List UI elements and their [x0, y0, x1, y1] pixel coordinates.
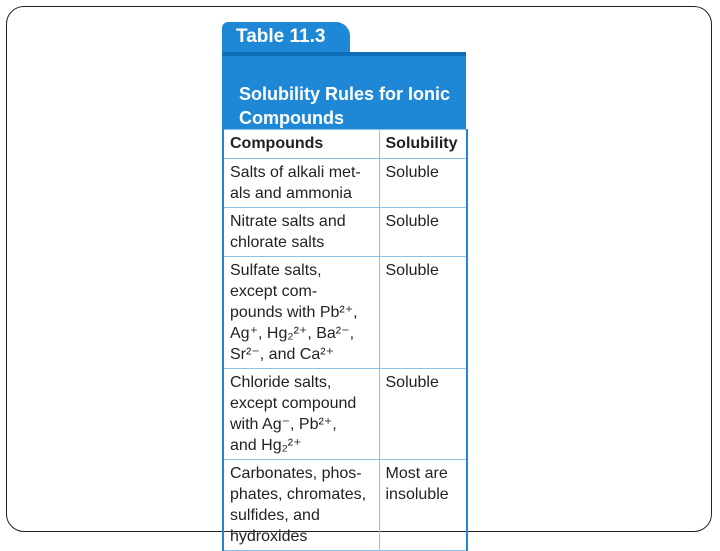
- compound-text: except compound: [230, 395, 357, 412]
- compound-text: Salts of alkali met-: [230, 164, 361, 181]
- solubility-cell: [379, 460, 467, 551]
- column-header-compounds: Compounds: [223, 130, 379, 159]
- table-row: [223, 257, 467, 369]
- solubility-cell: [379, 369, 467, 460]
- compound-text: als and ammonia: [230, 185, 352, 202]
- solubility-rules-table: [222, 129, 468, 551]
- solubility-text: insoluble: [385, 486, 449, 503]
- compound-text: Ag⁺, Hg₂²⁺, Ba²⁻,: [230, 325, 355, 342]
- table-row: [223, 208, 467, 257]
- compound-text: Sulfate salts,: [230, 262, 322, 279]
- solubility-cell: [379, 208, 467, 257]
- compound-text: Sr²⁻, and Ca²⁺: [230, 346, 335, 363]
- column-header-solubility: Solubility: [379, 130, 467, 159]
- table-row: [223, 159, 467, 208]
- table-title-line-1: Solubility Rules for Ionic: [239, 84, 451, 104]
- solubility-cell: [379, 159, 467, 208]
- compound-text: and Hg₂²⁺: [230, 437, 302, 454]
- solubility-text: Soluble: [385, 374, 439, 391]
- solubility-text: Most are: [385, 465, 448, 482]
- compound-cell: [223, 208, 379, 257]
- compound-text: phates, chromates,: [230, 486, 367, 503]
- compound-text: pounds with Pb²⁺,: [230, 304, 358, 321]
- compound-text: hydroxides: [230, 528, 308, 545]
- compound-cell: [223, 369, 379, 460]
- compound-text: with Ag⁻, Pb²⁺,: [230, 416, 337, 433]
- solubility-table-card: [222, 22, 466, 545]
- table-header-row: [223, 130, 467, 159]
- table-number-tab: Table 11.3: [222, 22, 350, 52]
- compound-text: Nitrate salts and: [230, 213, 346, 230]
- solubility-cell: [379, 257, 467, 369]
- compound-text: chlorate salts: [230, 234, 325, 251]
- solubility-text: Soluble: [385, 164, 439, 181]
- compound-cell: [223, 159, 379, 208]
- compound-cell: [223, 460, 379, 551]
- compound-text: except com-: [230, 283, 318, 300]
- table-row: [223, 460, 467, 551]
- table-title-line-2: Compounds: [239, 108, 344, 128]
- solubility-text: Soluble: [385, 262, 439, 279]
- table-title-bar: [222, 52, 466, 130]
- compound-text: Chloride salts,: [230, 374, 332, 391]
- compound-text: Carbonates, phos-: [230, 465, 362, 482]
- solubility-text: Soluble: [385, 213, 439, 230]
- compound-cell: [223, 257, 379, 369]
- compound-text: sulfides, and: [230, 507, 320, 524]
- table-row: [223, 369, 467, 460]
